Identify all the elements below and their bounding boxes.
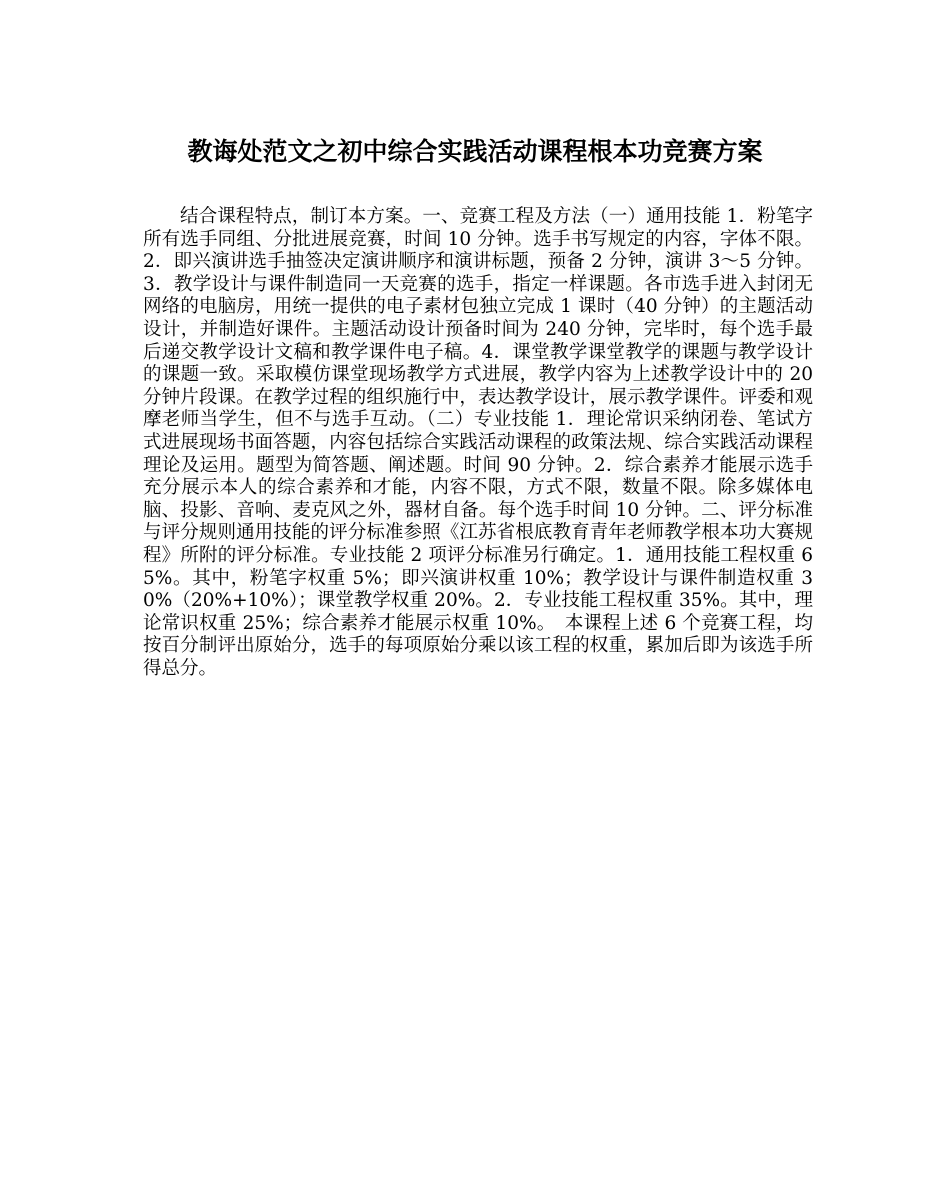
document-title: 教诲处范文之初中综合实践活动课程根本功竞赛方案 [187,137,763,166]
document-body-paragraph: 结合课程特点，制订本方案。一、竞赛工程及方法（一）通用技能 1．粉笔字所有选手同组、分批进展竞赛，时间 10 分钟。选手书写规定的内容，字体不限。2．即兴演讲选手抽签决定演讲顺序和演讲标题，预备 2 分钟，演讲 3～5 分钟。3．教学设计与课件制造同一天竞赛的选手，指定一样课题。各市选手进入封闭无网络的电脑房，用统一提供的电子素材包独立完成 1 课时（40 分钟）的主题活动设计，并制造好课件。主题活动设计预备时间为 240 分钟，完毕时，每个选手最后递交教学设计文稿和教学课件电子稿。4．课堂教学课堂教学的课题与教学设计的课题一致。采取模仿课堂现场教学方式进展，教学内容为上述教学设计中的 20 分钟片段课。在教学过程的组织施行中，表达教学设计，展示教学课件。评委和观摩老师当学生，但不与选手互动。（二）专业技能 1．理论常识采纳闭卷、笔试方式进展现场书面答题，内容包括综合实践活动课程的政策法规、综合实践活动课程理论及运用。题型为简答题、阐述题。时间 90 分钟。2．综合素养才能展示选手充分展示本人的综合素养和才能，内容不限，方式不限，数量不限。除多媒体电脑、投影、音响、麦克风之外，器材自备。每个选手时间 10 分钟。二、评分标准与评分规则通用技能的评分标准参照《江苏省根底教育青年老师教学根本功大赛规程》所附的评分标准。专业技能 2 项评分标准另行确定。1．通用技能工程权重 65%。其中，粉笔字权重 5%；即兴演讲权重 10%；教学设计与课件制造权重 30%（20%+10%）；课堂教学权重 20%。2．专业技能工程权重 35%。其中，理论常识权重 25%；综合素养才能展示权重 10%。 本课程上述 6 个竞赛工程，均按百分制评出原始分，选手的每项原始分乘以该工程的权重，累加后即为该选手所得总分。 [143,206,813,679]
